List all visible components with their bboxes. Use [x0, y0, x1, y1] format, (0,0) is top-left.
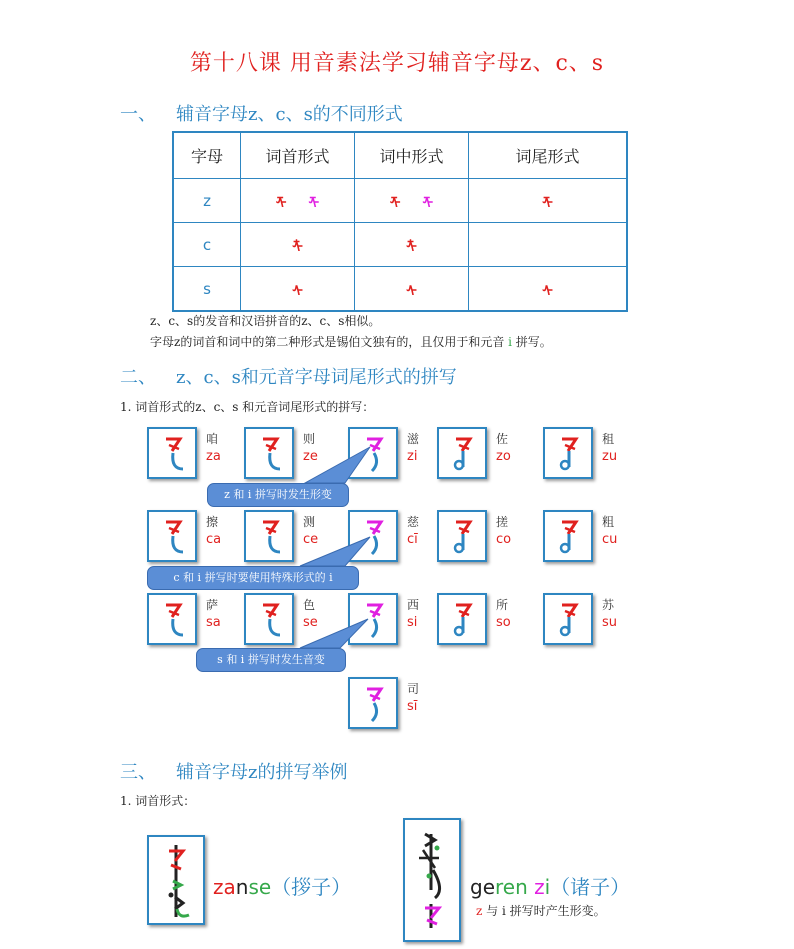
example-2-part-ge: ge [470, 875, 495, 899]
c-medial-glyph: ᡮ [406, 239, 417, 256]
syllable-pinyin: zo [496, 449, 511, 464]
note-2-end: 拼写。 [511, 335, 552, 349]
table-header: 词首形式 [241, 132, 355, 179]
section-3-label: 辅音字母z的拼写举例 [176, 762, 348, 783]
example-2-meaning: （诸子） [550, 875, 631, 899]
syllable-hanzi: 佐 [496, 432, 509, 446]
syllable-pinyin: se [303, 615, 318, 630]
syllable-hanzi: 搓 [496, 515, 509, 529]
example-2-script-box [403, 818, 461, 942]
syllable-hanzi: 司 [407, 682, 420, 696]
example-2-note-z: z [476, 904, 483, 918]
note-1: z、c、s的发音和汉语拼音的z、c、s相似。 [150, 314, 381, 328]
syllable-hanzi: 色 [303, 598, 316, 612]
z-medial-glyph: ᡯ [389, 195, 401, 212]
letter-cell: z [173, 179, 241, 223]
syllable-pinyin: zu [602, 449, 618, 464]
note-2-vowel: i [508, 335, 512, 349]
s-final-glyph: ᠰ [542, 283, 553, 300]
callout-c-i: c 和 i 拼写时要使用特殊形式的 i [147, 566, 359, 590]
letter-cell: s [173, 267, 241, 312]
callout-s-i: s 和 i 拼写时发生音变 [196, 648, 346, 672]
z-initial-glyph: ᡯ [275, 195, 287, 212]
syllable-pinyin: co [496, 532, 512, 547]
syllable-hanzi: 租 [602, 432, 615, 446]
example-1-script-box [147, 835, 205, 925]
syllable-pinyin: su [602, 615, 618, 630]
example-1-part-n: n [235, 875, 249, 899]
subheading-3: 1. 词首形式： [120, 794, 196, 808]
syllable-pinyin: za [206, 449, 221, 464]
syllable-hanzi: 慈 [407, 515, 420, 529]
example-2-part-ren: ren [495, 875, 528, 899]
syllable-pinyin: zi [407, 449, 418, 464]
callout-pointer [305, 447, 370, 483]
syllable-hanzi: 测 [303, 515, 316, 529]
syllable-hanzi: 咱 [206, 432, 219, 446]
example-1-meaning: （拶子） [271, 875, 352, 899]
table-header: 字母 [173, 132, 241, 179]
syllable-hanzi: 苏 [602, 598, 615, 612]
page-title: 第十八课 用音素法学习辅音字母z、c、s [189, 51, 605, 76]
syllable-pinyin: ce [303, 532, 319, 547]
s-initial-glyph: ᠰ [292, 283, 303, 300]
example-2-note-text: 与 i 拼写时产生形变。 [482, 904, 606, 918]
example-1-part-za: za [213, 875, 236, 899]
example-2-note [476, 902, 606, 919]
z-initial-alt-glyph: ᡯ [308, 195, 320, 212]
syllable-pinyin: cu [602, 532, 618, 547]
example-2-word [470, 871, 630, 900]
section-3-number: 三、 [120, 762, 156, 783]
syllable-hanzi: 滋 [407, 432, 420, 446]
syllable-pinyin: so [496, 615, 511, 630]
callout-pointer [300, 619, 368, 648]
syllable-pinyin: cī [407, 532, 418, 547]
syllable-pinyin: ca [206, 532, 222, 547]
note-2-text: 字母z的词首和词中的第二种形式是锡伯文独有的，且仅用于和元音 [150, 335, 509, 349]
syllable-hanzi: 粗 [602, 515, 615, 529]
example-1-part-se: se [248, 875, 272, 899]
syllable-hanzi: 则 [303, 432, 316, 446]
section-2-label: z、c、s和元音字母词尾形式的拼写 [176, 367, 457, 388]
section-1-label: 辅音字母z、c、s的不同形式 [176, 104, 403, 125]
table-header: 词尾形式 [469, 132, 628, 179]
s-medial-glyph: ᠰ [406, 283, 417, 300]
syllable-pinyin: si [407, 615, 418, 630]
example-2-script-icon [405, 820, 459, 940]
subheading-2: 1. 词首形式的z、c、s 和元音词尾形式的拼写： [120, 400, 375, 414]
example-2-part-i: i [544, 875, 551, 899]
section-1-number: 一、 [120, 104, 156, 125]
syllable-pinyin: sa [206, 615, 221, 630]
z-medial-alt-glyph: ᡯ [422, 195, 434, 212]
syllable-hanzi: 萨 [206, 598, 219, 612]
section-2-number: 二、 [120, 367, 156, 388]
letter-cell: c [173, 223, 241, 267]
syllable-hanzi: 西 [407, 598, 420, 612]
z-final-glyph: ᡯ [542, 195, 553, 212]
example-1-word [213, 871, 351, 900]
example-1-script-icon [149, 837, 203, 923]
syllable-hanzi: 所 [496, 598, 509, 612]
callout-pointer [300, 537, 370, 566]
c-initial-glyph: ᡮ [292, 239, 303, 256]
syllable-pinyin: sī [407, 699, 418, 714]
syllable-pinyin: ze [303, 449, 318, 464]
syllable-hanzi: 擦 [206, 515, 219, 529]
callout-z-i: z 和 i 拼写时发生形变 [207, 483, 349, 507]
example-2-part-z: z [534, 875, 545, 899]
table-header: 词中形式 [355, 132, 469, 179]
section-3-heading [120, 758, 347, 784]
